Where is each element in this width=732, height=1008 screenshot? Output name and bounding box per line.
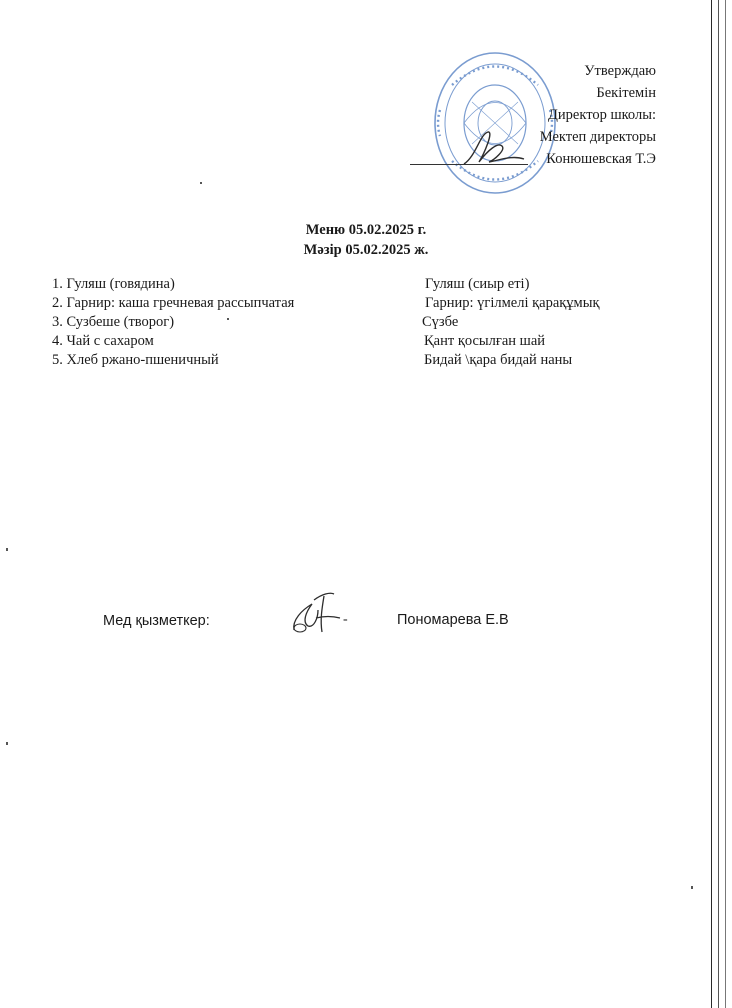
list-item: 5. Хлеб ржано-пшеничный <box>52 352 219 368</box>
list-item: 1. Гуляш (говядина) <box>52 276 175 292</box>
approval-line: Мектеп директоры <box>539 129 656 145</box>
list-item: Гарнир: үгілмелі қарақұмық <box>425 295 600 311</box>
list-item: 4. Чай с сахаром <box>52 333 154 349</box>
scan-speck <box>691 886 693 889</box>
med-worker-signature-icon <box>288 590 344 638</box>
list-item: 2. Гарнир: каша гречневая рассыпчатая <box>52 295 295 311</box>
scan-edge-line <box>718 0 719 1008</box>
list-item: Қант қосылған шай <box>424 333 546 349</box>
scan-speck <box>227 318 229 320</box>
scan-edge-line <box>725 0 726 1008</box>
director-name: Конюшевская Т.Э <box>546 151 656 167</box>
approval-line: Директор школы: <box>548 107 656 123</box>
scan-speck <box>6 548 8 551</box>
list-item: Бидай \қара бидай наны <box>424 352 573 368</box>
scan-edge-line <box>711 0 712 1008</box>
list-item: Гуляш (сиыр еті) <box>425 276 530 292</box>
menu-title-kz: Мәзір 05.02.2025 ж. <box>303 242 429 258</box>
menu-list-kz <box>422 275 600 370</box>
list-item: Сүзбе <box>422 314 459 330</box>
scan-speck <box>6 742 8 745</box>
dash-separator: - <box>343 612 348 627</box>
scan-speck <box>200 182 202 184</box>
approval-line: Бекітемін <box>596 85 656 101</box>
med-worker-name: Пономарева Е.В <box>397 612 509 628</box>
approval-block <box>540 60 656 170</box>
med-worker-label: Мед қызметкер: <box>103 613 210 629</box>
director-signature-icon <box>458 128 528 172</box>
approval-line: Утверждаю <box>584 63 656 79</box>
signature-line <box>410 164 528 165</box>
menu-title-ru: Меню 05.02.2025 г. <box>305 222 427 238</box>
list-item: 3. Сузбеше (творог) <box>52 314 175 330</box>
menu-list-ru <box>52 275 294 370</box>
